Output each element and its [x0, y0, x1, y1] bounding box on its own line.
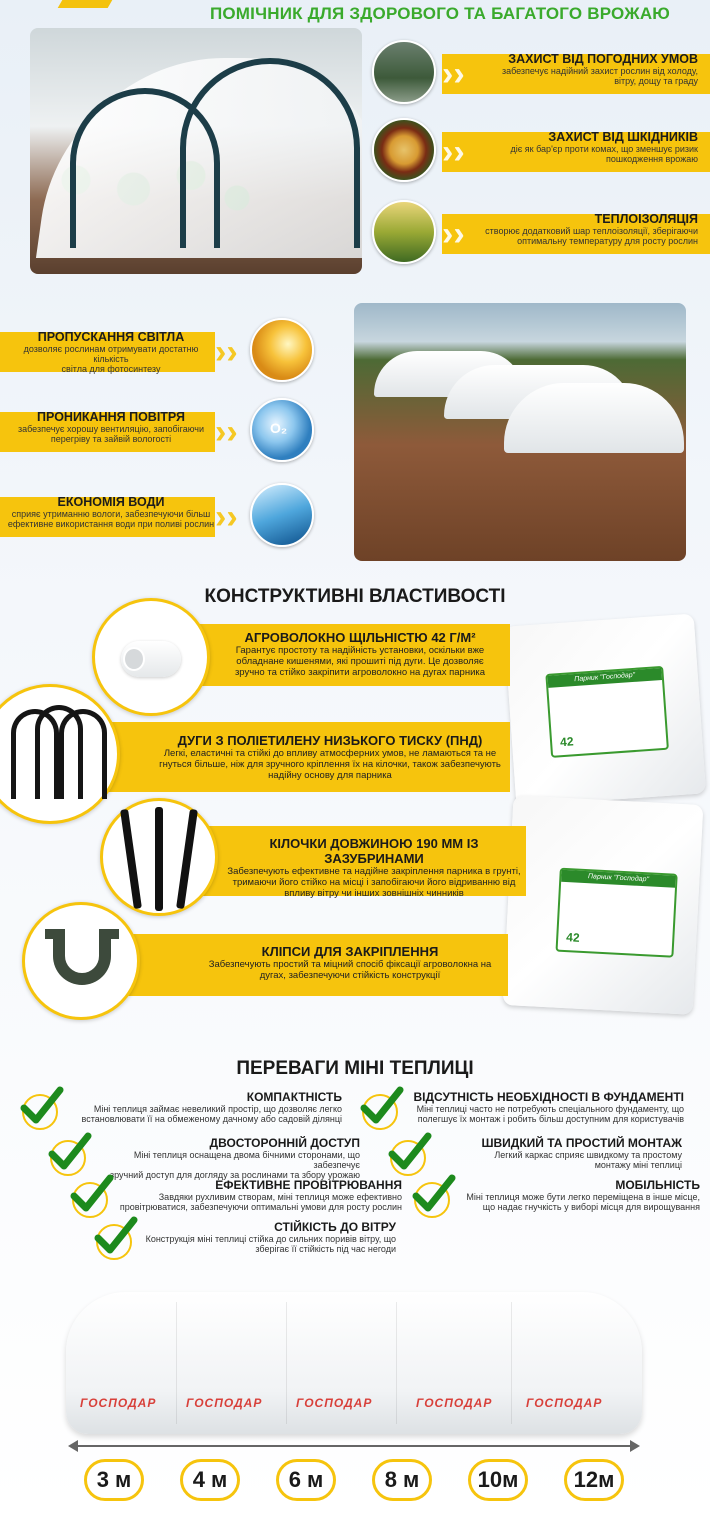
sun-image [250, 318, 314, 382]
brand-logo: ГОСПОДАР [296, 1396, 373, 1410]
product-page: ПОМІЧНИК ДЛЯ ЗДОРОВОГО ТА БАГАТОГО ВРОЖАЮ ›› ЗАХИСТ ВІД ПОГОДНИХ УМОВ забезпечує надійний захист рослин від холоду, вітру, дощу та граду ›› ЗАХИСТ ВІД ШКІДНИКІВ діє як бар'єр проти комах, що зменшує ризик пошкодження врожаю ›› ТЕПЛОІЗОЛЯЦІЯ створює додатковий шар теплоізоляції, зберігаючи оптимальну температуру для росту рослин ›› ПРОПУСКАННЯ СВІТЛА дозволяє рослинам отримувати достатню кількість світла для фотосинтезу ›› O₂ ПРОНИКАННЯ ПОВІТРЯ забезпечує хорошу вентиляцію, запобігаючи перегріву та зайвій вологості ›› ЕКОНОМІЯ ВОДИ сприяє утриманню вологи, забезпечуючи більш ефективне використання води при поливі рослин КОНСТРУКТИВНІ ВЛАСТИВОСТІ Парник "Господар" 42 Парник "Господар" 42 АГРОВОЛОКНО ЩІЛЬНІСТЮ 42 Г/М² Гарантує простоту та надійність установки, оскільки вже обладнане кишенями, які прошиті під дуги. Це дозволяє зручно та стійко закріпити агроволокно на дугах парника ДУГИ З ПОЛІЕТИЛЕНУ НИЗЬКОГО ТИСКУ (ПНД) Легкі, еластичні та стійкі до впливу атмосферних умов, не ламаються та не гнуться більше, ніж для зручного кріплення їх на кілочки, також забезпечують надійну основу для парника КІЛОЧКИ ДОВЖИНОЮ 190 ММ ІЗ ЗАЗУБРИНАМИ Забезпечують ефективне та надійне закріплення парника в грунті, тримаючи його стійко на місці і запобігаючи його відриванню від впливу вітру чи інших зовнішніх чинників КЛІПСИ ДЛЯ ЗАКРІПЛЕННЯ Забезпечують простий та міцний спосіб фіксації агроволокна на дугах, забезпечуючи стійкість конструкції ПЕРЕВАГИ МІНІ ТЕПЛИЦІ КОМПАКТНІСТЬ Міні теплиця займає невеликий простір, що дозволяє легко встановлювати її на обмеженому дачному або садовій ділянці ДВОСТОРОННІЙ ДОСТУП Міні теплиця оснащена двома бічними сторонами, що забезпечує зручний доступ для догляду за рослинами та збору урожаю ЕФЕКТИВНЕ ПРОВІТРЮВАННЯ Завдяки рухливим створам, міні теплиця може ефективно провітрюватися, забезпечуючи оптимальні умови для росту рослин СТІЙКІСТЬ ДО ВІТРУ Конструкція міні теплиці стійка до сильних поривів вітру, що зберігає її стійкість під час негоди ВІДСУТНІСТЬ НЕОБХІДНОСТІ В ФУНДАМЕНТІ Міні теплиці часто не потребують спеціального фундаменту, що полегшує їх монтаж і робить більш доступним для користувачів ШВИДКИЙ ТА ПРОСТИЙ МОНТАЖ Легкий каркас сприяє швидкому та простому монтажу міні теплиці МОБІЛЬНІСТЬ Міні теплиця може бути легко переміщена в інше місце, що надає гнучкість у виборі місця для вирощування ГОСПОДАР ГОСПОДАР ГОСПОДАР ГОСПОДАР ГОСПОДАР 3 м 4 м 6 м 8 м 10м 12м [0, 0, 710, 1517]
size-option-6m: 6 м [276, 1459, 336, 1501]
advantage-fast-install: ШВИДКИЙ ТА ПРОСТИЙ МОНТАЖ Легкий каркас сприяє швидкому та простому монтажу міні теплиці [390, 1134, 682, 1178]
size-option-12m: 12м [564, 1459, 624, 1501]
advantage-compact: КОМПАКТНІСТЬ Міні теплиця займає невеликий простір, що дозволяє легко встановлювати її на обмеженому дачному або садовій ділянці [22, 1088, 342, 1132]
o2-label: O₂ [270, 420, 288, 436]
chevron-icon: ›› [442, 133, 465, 171]
weather-image [372, 40, 436, 104]
arrow-left-icon [68, 1440, 78, 1452]
size-option-4m: 4 м [180, 1459, 240, 1501]
water-image [250, 483, 314, 547]
beetle-image [372, 118, 436, 182]
check-icon [362, 1094, 398, 1130]
feature-title: ЗАХИСТ ВІД ШКІДНИКІВ [548, 130, 698, 144]
tunnel-shape [504, 383, 684, 453]
brand-logo: ГОСПОДАР [526, 1396, 603, 1410]
feature-water: ›› ЕКОНОМІЯ ВОДИ сприяє утриманню вологи, забезпечуючи більш ефективне використання води при поливі рослин [0, 483, 320, 545]
advantage-wind: СТІЙКІСТЬ ДО ВІТРУ Конструкція міні теплиці стійка до сильних поривів вітру, що зберігає її стійкість під час негоди [96, 1218, 396, 1262]
construct-item-title: ДУГИ З ПОЛІЕТИЛЕНУ НИЗЬКОГО ТИСКУ (ПНД) [177, 733, 483, 748]
corner-decoration [58, 0, 113, 8]
feature-light: ›› ПРОПУСКАННЯ СВІТЛА дозволяє рослинам отримувати достатню кількість світла для фотосинтезу [0, 318, 320, 380]
feature-title: ЕКОНОМІЯ ВОДИ [57, 495, 165, 509]
brand-logo: ГОСПОДАР [80, 1396, 157, 1410]
chevron-icon: ›› [442, 55, 465, 93]
feature-air: ›› O₂ ПРОНИКАННЯ ПОВІТРЯ забезпечує хорошу вентиляцію, запобігаючи перегріву та зайвій вологості [0, 398, 320, 460]
advantage-no-foundation: ВІДСУТНІСТЬ НЕОБХІДНОСТІ В ФУНДАМЕНТІ Міні теплиці часто не потребують спеціального фундаменту, що полегшує їх монтаж і робить більш доступним для користувачів [362, 1088, 684, 1132]
feature-pests: ›› ЗАХИСТ ВІД ШКІДНИКІВ діє як бар'єр проти комах, що зменшує ризик пошкодження врожаю [372, 118, 710, 180]
sprouts-image [372, 200, 436, 264]
hoop-shape [180, 58, 360, 248]
feature-title: ПРОНИКАННЯ ПОВІТРЯ [37, 410, 185, 424]
chevron-icon: ›› [215, 498, 238, 536]
length-arrow [76, 1445, 630, 1447]
pegs-image [100, 798, 218, 916]
advantages-title: ПЕРЕВАГИ МІНІ ТЕПЛИЦІ [236, 1058, 474, 1079]
page-title: ПОМІЧНИК ДЛЯ ЗДОРОВОГО ТА БАГАТОГО ВРОЖАЮ [209, 4, 671, 23]
field-photo [354, 303, 686, 561]
size-option-3m: 3 м [84, 1459, 144, 1501]
feature-title: ТЕПЛОІЗОЛЯЦІЯ [594, 212, 698, 226]
construct-item-title: КІЛОЧКИ ДОВЖИНОЮ 190 ММ ІЗ ЗАЗУБРИНАМИ [269, 836, 479, 866]
greenhouse-product-image [66, 1292, 642, 1434]
feature-insulation: ›› ТЕПЛОІЗОЛЯЦІЯ створює додатковий шар теплоізоляції, зберігаючи оптимальну температуру для росту рослин [372, 200, 710, 262]
clips-image [22, 902, 140, 1020]
size-option-8m: 8 м [372, 1459, 432, 1501]
feature-title: ПРОПУСКАННЯ СВІТЛА [37, 330, 185, 344]
agrofiber-roll-image [92, 598, 210, 716]
oxygen-image [250, 398, 314, 462]
arrow-right-icon [630, 1440, 640, 1452]
chevron-icon: ›› [442, 215, 465, 253]
check-icon [96, 1224, 132, 1260]
construct-item-title: АГРОВОЛОКНО ЩІЛЬНІСТЮ 42 Г/М² [244, 630, 476, 645]
arcs-image [0, 684, 120, 824]
chevron-icon: ›› [215, 333, 238, 371]
feature-weather: ›› ЗАХИСТ ВІД ПОГОДНИХ УМОВ забезпечує надійний захист рослин від холоду, вітру, дощу та граду [372, 40, 710, 102]
product-bag: Парник "Господар" 42 [504, 614, 706, 807]
chevron-icon: ›› [215, 413, 238, 451]
brand-logo: ГОСПОДАР [186, 1396, 263, 1410]
construct-item-title: КЛІПСИ ДЛЯ ЗАКРІПЛЕННЯ [261, 944, 439, 959]
check-icon [414, 1182, 450, 1218]
construct-title: КОНСТРУКТИВНІ ВЛАСТИВОСТІ [204, 586, 506, 607]
feature-title: ЗАХИСТ ВІД ПОГОДНИХ УМОВ [508, 52, 698, 66]
size-option-10m: 10м [468, 1459, 528, 1501]
advantage-mobility: МОБІЛЬНІСТЬ Міні теплиця може бути легко переміщена в інше місце, що надає гнучкість у виборі місця для вирощування [414, 1176, 700, 1220]
greenhouse-photo [30, 28, 362, 274]
brand-logo: ГОСПОДАР [416, 1396, 493, 1410]
check-icon [22, 1094, 58, 1130]
advantage-ventilation: ЕФЕКТИВНЕ ПРОВІТРЮВАННЯ Завдяки рухливим створам, міні теплиця може ефективно провітрюватися, забезпечуючи оптимальні умови для росту рослин [72, 1176, 402, 1220]
advantage-access: ДВОСТОРОННІЙ ДОСТУП Міні теплиця оснащена двома бічними сторонами, що забезпечує зручний доступ для догляду за рослинами та збору урожаю [50, 1134, 360, 1178]
product-bag: Парник "Господар" 42 [503, 795, 704, 1015]
